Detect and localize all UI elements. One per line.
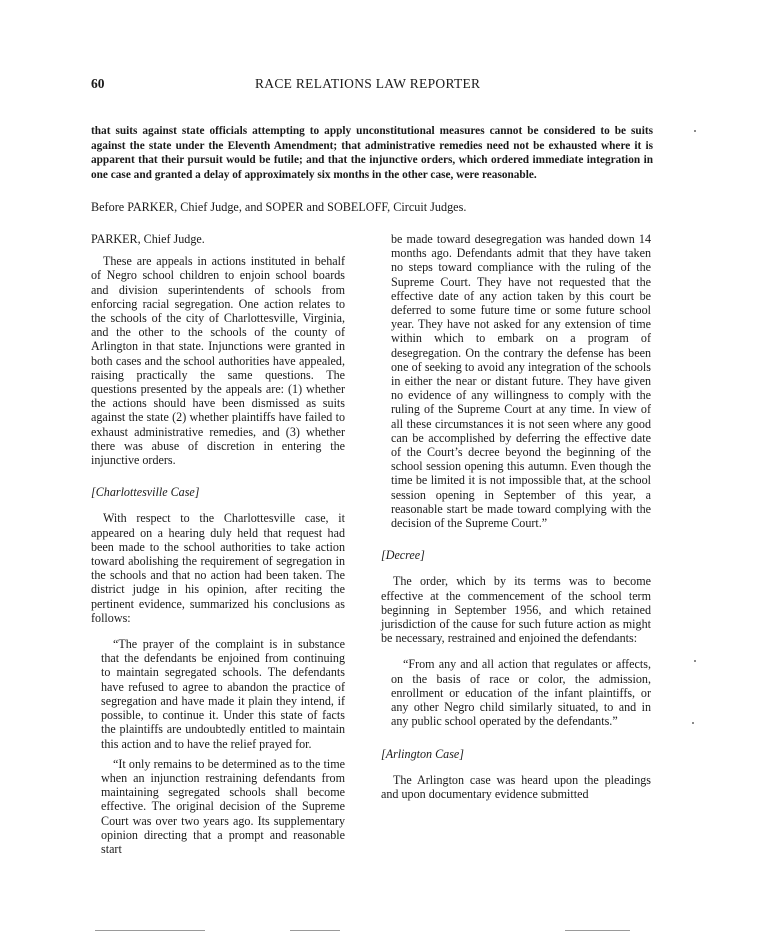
headnote: that suits against state officials attempting to apply unconstitutional measures cannot be considered to be suits against the state under the Eleventh Amendment; that administrative remedies need not be exhausted where it is apparent that their pursuit would be futile; and that the injunctive orders, which ordered immediate integration in one case and granted a delay of approximately six months in the other case, were reasonable. [91,125,653,181]
scan-mark [692,722,694,724]
section-heading: [Decree] [381,548,425,563]
paragraph: The Arlington case was heard upon the pleadings and upon documentary evidence submitted [381,772,651,801]
scan-mark [694,660,696,662]
paragraph: With respect to the Charlottesville case, it appeared on a hearing duly held that request had been made to the school authorities to take action toward abolishing the requirement of segregation in the schools and that no action had been taken. The district judge in his opinion, after reciting the pertinent evidence, summarized his conclusions as follows: [91,511,345,625]
running-head: RACE RELATIONS LAW REPORTER [255,76,481,91]
paragraph: The order, which by its terms was to become effective at the commencement of the school term beginning in September 1956, and which retained jurisdiction of the cause for such future action as might be necessary, restrained and enjoined the defendants: [381,574,651,646]
scan-mark [694,130,696,132]
paragraph: These are appeals in actions instituted in behalf of Negro school children to enjoin school boards and division superintendents of schools from enforcing racial segregation. One action relates to the schools of the city of Charlottesville, Virginia, and the other to the schools of the county of Arlington in that state. Injunctions were granted in both cases and the school authorities have appealed, raising practically the same questions. The questions presented by the appeals are: (1) whether the actions should have been dismissed as suits against the state (2) whether plaintiffs have failed to exhaust administrative remedies, and (3) whether there was abuse of discretion in entering the injunctive orders. [91,254,345,468]
left-column [91,232,345,856]
judge-name: PARKER, Chief Judge. [91,232,205,246]
scan-rule [95,930,205,931]
quote-paragraph: “From any and all action that regulates or affects, on the basis of race or color, the admission, enrollment or education of the infant plaintiffs, or any other Negro child similarly situated, to and in any public school operated by the defendants.” [391,657,651,729]
before-line: Before PARKER, Chief Judge, and SOPER and SOBELOFF, Circuit Judges. [91,200,467,214]
section-heading: [Arlington Case] [381,746,464,761]
section-heading: [Charlottesville Case] [91,485,200,500]
quote-paragraph: “It only remains to be determined as to the time when an injunction restraining defendants from maintaining segregated schools shall become effective. The original decision of the Supreme Court was over two years ago. Its supplementary opinion directing that a prompt and reasonable start [101,756,345,856]
quote-continuation: be made toward desegregation was handed down 14 months ago. Defendants admit that they have taken no steps toward compliance with the ruling of the Supreme Court. They have not requested that the effective date of any action taken by this court be deferred to some future time or some future school year. They have not asked for any extension of time within which to embark on a program of desegregation. On the contrary the defense has been one of seeking to avoid any integration of the schools in either the near or distant future. They have given no evidence of any willingness to comply with the ruling of the Supreme Court at any time. In view of all these circumstances it is not seen where any good can be accomplished by deferring the effective date of the Court’s decree beyond the beginning of the school session opening this autumn. Even though the time be limited it is not impossible that, at the school session opening in September of this year, a reasonable start be made toward complying with the decision of the Supreme Court.” [391,232,651,531]
scan-rule [565,930,630,931]
scan-rule [290,930,340,931]
right-column [381,232,651,801]
page-number: 60 [91,76,105,91]
quote-paragraph: “The prayer of the complaint is in substance that the defendants be enjoined from continuing to maintain segregated schools. The defendants have refused to agree to abandon the practice of segregation and have made it plain they intend, if possible, to continue it. Under this state of facts the plaintiffs are undoubtedly entitled to maintain this action and to have the relief prayed for. [101,637,345,751]
